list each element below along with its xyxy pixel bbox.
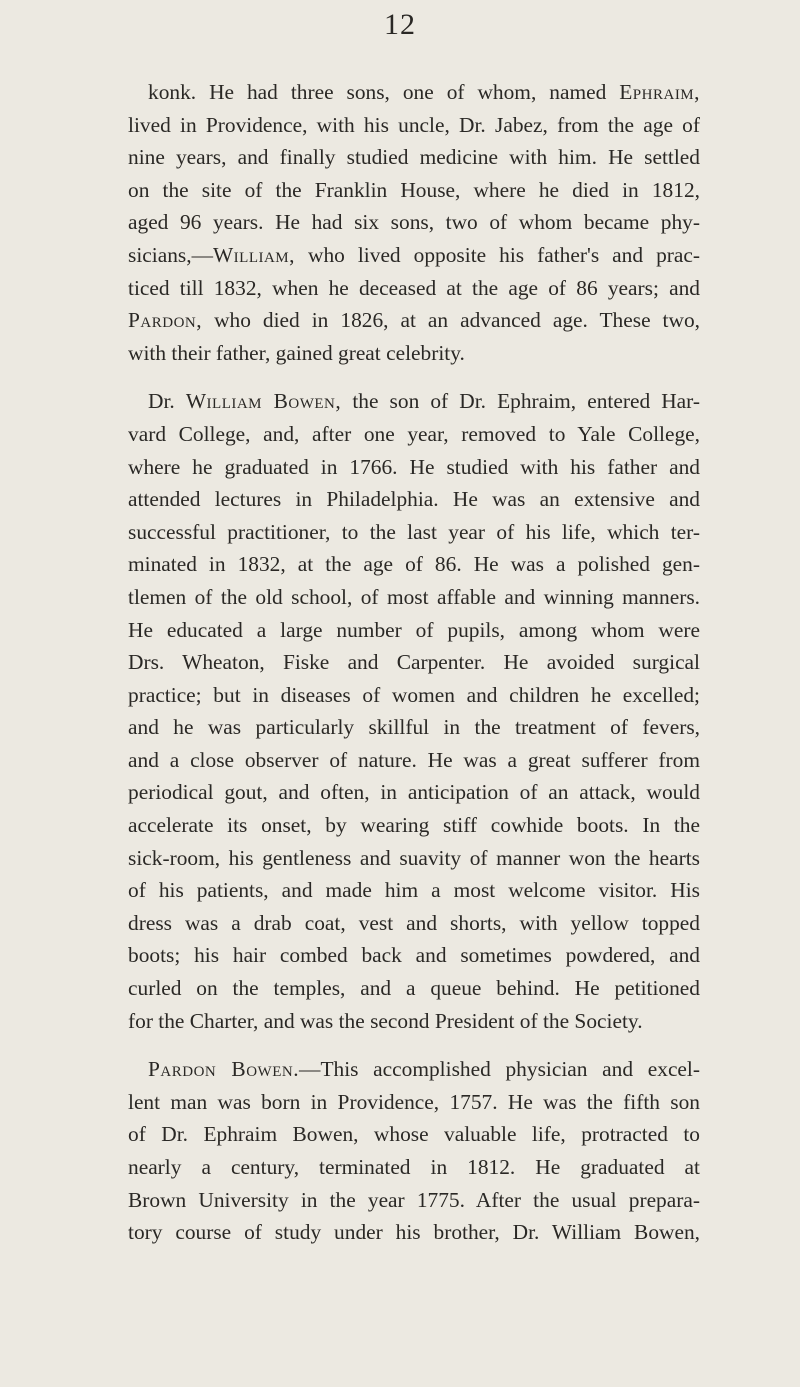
- text-run: nearly a century, terminated in 1812. He graduated at: [128, 1155, 700, 1179]
- text-run: lent man was born in Providence, 1757. He was the fifth son: [128, 1089, 700, 1114]
- small-caps-name: Pardon,: [128, 308, 203, 333]
- text-line: [128, 581, 700, 614]
- text-line: [128, 141, 700, 174]
- text-line: [128, 1216, 700, 1249]
- text-line: [128, 679, 700, 712]
- text-run: the son of Dr. Ephraim, entered Har-: [341, 389, 700, 414]
- text-run: with their father, gained great celebrity.: [128, 340, 465, 365]
- page-number: 12: [384, 8, 416, 41]
- text-run: tory course of study under his brother, Dr. William Bowen,: [128, 1220, 700, 1245]
- text-line: [128, 744, 700, 777]
- text-run: ticed till 1832, when he deceased at the age of 86 years; and: [128, 275, 700, 300]
- text-run: aged 96 years. He had six sons, two of whom became phy-: [128, 210, 700, 235]
- text-run: konk. He had three sons, one of whom, named: [148, 80, 620, 104]
- text-line: [148, 385, 700, 418]
- text-line: [128, 1005, 700, 1038]
- paragraph: [128, 1053, 700, 1249]
- text-run: boots; his hair combed back and sometimes powdered, and: [128, 943, 700, 968]
- text-run: sick-room, his gentleness and suavity of manner won the hearts: [128, 845, 700, 870]
- text-run: and he was particularly skillful in the treatment of fevers,: [128, 715, 700, 740]
- text-run: Dr.: [148, 389, 186, 414]
- text-run: practice; but in diseases of women and children he excelled;: [128, 682, 700, 707]
- text-run: periodical gout, and often, in anticipation of an attack, would: [128, 780, 700, 805]
- text-run: He educated a large number of pupils, among whom were: [128, 617, 700, 642]
- text-line: [128, 1118, 700, 1151]
- text-run: sicians,—: [128, 242, 213, 267]
- text-run: —This accomplished physician and excel-: [299, 1057, 700, 1082]
- text-run: and a close observer of nature. He was a great sufferer from: [128, 747, 700, 772]
- text-line: [128, 418, 700, 451]
- text-line: [128, 809, 700, 842]
- text-line: [128, 337, 700, 370]
- text-run: who died in 1826, at an advanced age. These two,: [202, 308, 700, 333]
- text-run: successful practitioner, to the last year of his life, which ter-: [128, 519, 700, 544]
- paragraph: [128, 76, 700, 369]
- small-caps-name: Ephraim,: [619, 80, 700, 104]
- text-line: [128, 272, 700, 305]
- text-run: minated in 1832, at the age of 86. He was a polished gen-: [128, 552, 700, 577]
- text-line: [128, 646, 700, 679]
- paragraph: [128, 385, 700, 1037]
- small-caps-name: Pardon Bowen.: [148, 1057, 300, 1082]
- text-run: dress was a drab coat, vest and shorts, with yellow topped: [128, 910, 700, 935]
- text-run: who lived opposite his father's and prac-: [295, 242, 700, 267]
- text-line: [128, 874, 700, 907]
- text-line: [128, 1151, 700, 1184]
- text-line: [128, 304, 700, 337]
- text-run: lived in Providence, with his uncle, Dr. Jabez, from the age of: [128, 112, 700, 137]
- text-line: [128, 483, 700, 516]
- text-run: nine years, and finally studied medicine with him. He settled: [128, 145, 700, 170]
- text-line: [148, 1053, 700, 1086]
- text-line: [128, 907, 700, 940]
- text-run: curled on the temples, and a queue behind. He petitioned: [128, 976, 700, 1001]
- text-run: Brown University in the year 1775. After the usual prepara-: [128, 1187, 700, 1212]
- text-run: where he graduated in 1766. He studied with his father and: [128, 454, 700, 479]
- small-caps-name: William,: [212, 242, 295, 267]
- text-line: [128, 516, 700, 549]
- text-run: accelerate its onset, by wearing stiff cowhide boots. In the: [128, 813, 700, 838]
- text-line: [128, 239, 700, 272]
- text-run: of his patients, and made him a most welcome visitor. His: [128, 878, 700, 903]
- text-line: [128, 206, 700, 239]
- text-line: [128, 614, 700, 647]
- text-run: attended lectures in Philadelphia. He was an extensive and: [128, 487, 700, 512]
- text-line: [128, 776, 700, 809]
- text-line: [128, 1184, 700, 1217]
- text-line: [148, 76, 700, 109]
- text-run: tlemen of the old school, of most affable and winning manners.: [128, 584, 700, 609]
- text-run: Drs. Wheaton, Fiske and Carpenter. He avoided surgical: [128, 650, 700, 675]
- text-run: vard College, and, after one year, removed to Yale College,: [128, 421, 700, 446]
- text-line: [128, 842, 700, 875]
- text-line: [128, 1086, 700, 1119]
- text-line: [128, 711, 700, 744]
- small-caps-name: William Bowen,: [185, 389, 342, 414]
- text-line: [128, 451, 700, 484]
- text-line: [128, 174, 700, 207]
- text-run: for the Charter, and was the second President of the Society.: [128, 1008, 643, 1033]
- page-text: [128, 76, 700, 1249]
- text-line: [128, 972, 700, 1005]
- text-run: on the site of the Franklin House, where he died in 1812,: [128, 177, 700, 202]
- text-run: of Dr. Ephraim Bowen, whose valuable life, protracted to: [128, 1122, 700, 1147]
- text-line: [128, 939, 700, 972]
- text-line: [128, 548, 700, 581]
- text-line: [128, 109, 700, 142]
